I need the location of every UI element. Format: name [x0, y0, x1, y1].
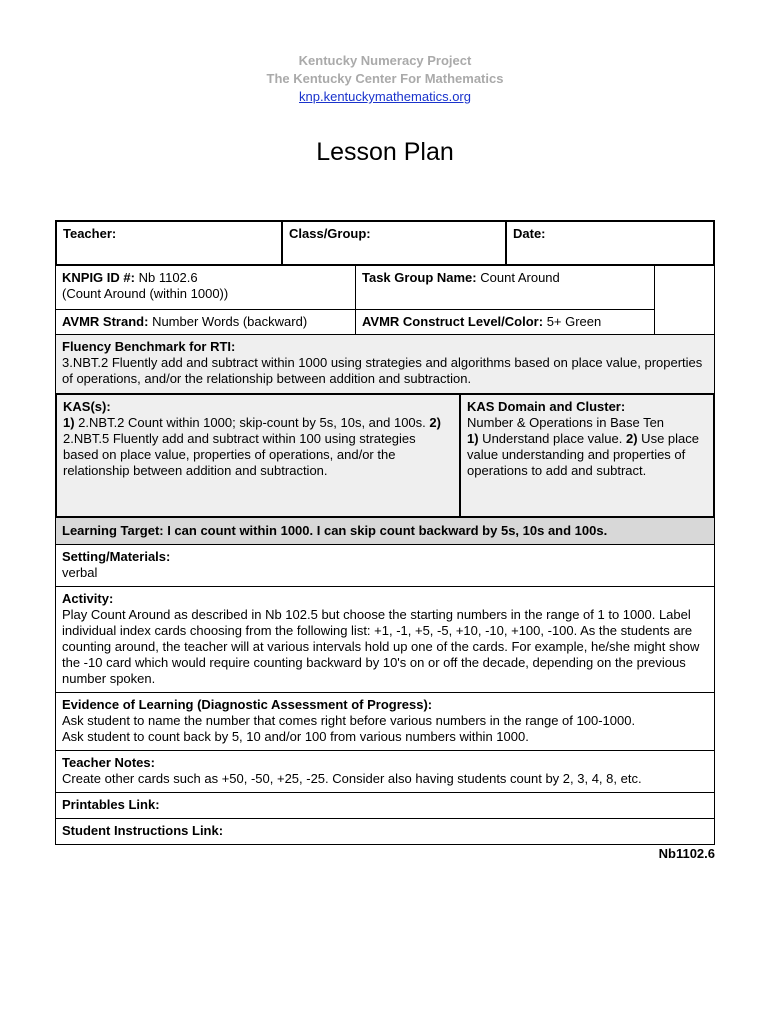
page-header	[0, 52, 770, 106]
kas-label: KAS(s):	[63, 399, 111, 414]
kas-text1: 2.NBT.2 Count within 1000; skip-count by 5s, 10s, and 100s.	[74, 415, 430, 430]
knpig-label: KNPIG ID #:	[62, 270, 135, 285]
blank-cell	[654, 265, 715, 335]
knpig-value: Nb 1102.6	[138, 270, 198, 285]
task-group-cell	[355, 265, 655, 310]
evidence-line1: Ask student to name the number that comes right before various numbers in the range of 100-1000.	[62, 713, 636, 728]
kas-domain-line: Number & Operations in Base Ten	[467, 415, 665, 430]
kas-domain-text1: Understand place value.	[478, 431, 626, 446]
task-group-value: Count Around	[480, 270, 560, 285]
fluency-benchmark-cell	[55, 334, 715, 394]
kas-num1: 1)	[63, 415, 75, 430]
kas-domain-label: KAS Domain and Cluster:	[467, 399, 626, 414]
printables-link-cell[interactable]	[55, 792, 715, 819]
teacher-cell[interactable]	[55, 220, 283, 266]
date-label: Date:	[513, 226, 546, 241]
task-group-label: Task Group Name:	[362, 270, 477, 285]
avmr-strand-label: AVMR Strand:	[62, 314, 149, 329]
student-instructions-label: Student Instructions Link:	[62, 823, 224, 838]
setting-cell	[55, 544, 715, 587]
knpig-cell	[55, 265, 356, 310]
kas-text2: 2.NBT.5 Fluently add and subtract within 100 using strategies based on place value, properties of operations, and/or the relationship between addition and subtraction.	[63, 431, 416, 478]
date-cell[interactable]	[505, 220, 715, 266]
avmr-construct-value: 5+ Green	[546, 314, 602, 329]
kas-num2: 2)	[429, 415, 441, 430]
org-name: Kentucky Numeracy Project	[298, 53, 472, 68]
fluency-label: Fluency Benchmark for RTI:	[62, 339, 236, 354]
knpig-subtitle: (Count Around (within 1000))	[62, 286, 229, 301]
activity-label: Activity:	[62, 591, 114, 606]
teacher-notes-label: Teacher Notes:	[62, 755, 155, 770]
kas-domain-num2: 2)	[626, 431, 638, 446]
teacher-notes-text: Create other cards such as +50, -50, +25, -25. Consider also having students count by 2, 3, 4, 8, etc.	[62, 771, 642, 786]
setting-text: verbal	[62, 565, 98, 580]
class-group-label: Class/Group:	[289, 226, 371, 241]
avmr-strand-value: Number Words (backward)	[152, 314, 308, 329]
student-instructions-link-cell[interactable]	[55, 818, 715, 845]
avmr-strand-cell	[55, 309, 356, 335]
evidence-cell	[55, 692, 715, 751]
activity-text: Play Count Around as described in Nb 102.5 but choose the starting numbers in the range of 1 to 1000. Label individual index cards choosing from the following list: +1, -1, +5, -5, +10, -10, +100, -100. As the students are counting around, the teacher will at various intervals hold up one of the cards. For example, he/she might show the -10 card which would require counting backward by 10's on or off the decade, depending on the previous number spoken.	[62, 607, 700, 686]
evidence-line2: Ask student to count back by 5, 10 and/or 100 from various numbers within 1000.	[62, 729, 529, 744]
activity-cell	[55, 586, 715, 693]
kas-domain-num1: 1)	[467, 431, 479, 446]
avmr-construct-label: AVMR Construct Level/Color:	[362, 314, 544, 329]
avmr-construct-cell	[355, 309, 655, 335]
teacher-notes-cell	[55, 750, 715, 793]
kas-domain-text2: Use place value understanding and properties of operations to add and subtract.	[467, 431, 699, 478]
footer-id: Nb1102.6	[658, 846, 715, 861]
setting-label: Setting/Materials:	[62, 549, 171, 564]
kas-cell	[55, 393, 461, 518]
printables-label: Printables Link:	[62, 797, 160, 812]
page-title: Lesson Plan	[316, 138, 454, 166]
class-group-cell[interactable]	[281, 220, 507, 266]
org-subtitle: The Kentucky Center For Mathematics	[266, 71, 504, 86]
kas-domain-cell	[459, 393, 715, 518]
fluency-text: 3.NBT.2 Fluently add and subtract within 1000 using strategies and algorithms based on place value, properties of operations, and/or the relationship between addition and subtraction.	[62, 355, 703, 386]
learning-target-cell	[55, 517, 715, 545]
evidence-label: Evidence of Learning (Diagnostic Assessment of Progress):	[62, 697, 433, 712]
learning-target-text: Learning Target: I can count within 1000. I can skip count backward by 5s, 10s and 100s.	[62, 523, 608, 538]
teacher-label: Teacher:	[63, 226, 117, 241]
website-link[interactable]: knp.kentuckymathematics.org	[299, 89, 471, 104]
